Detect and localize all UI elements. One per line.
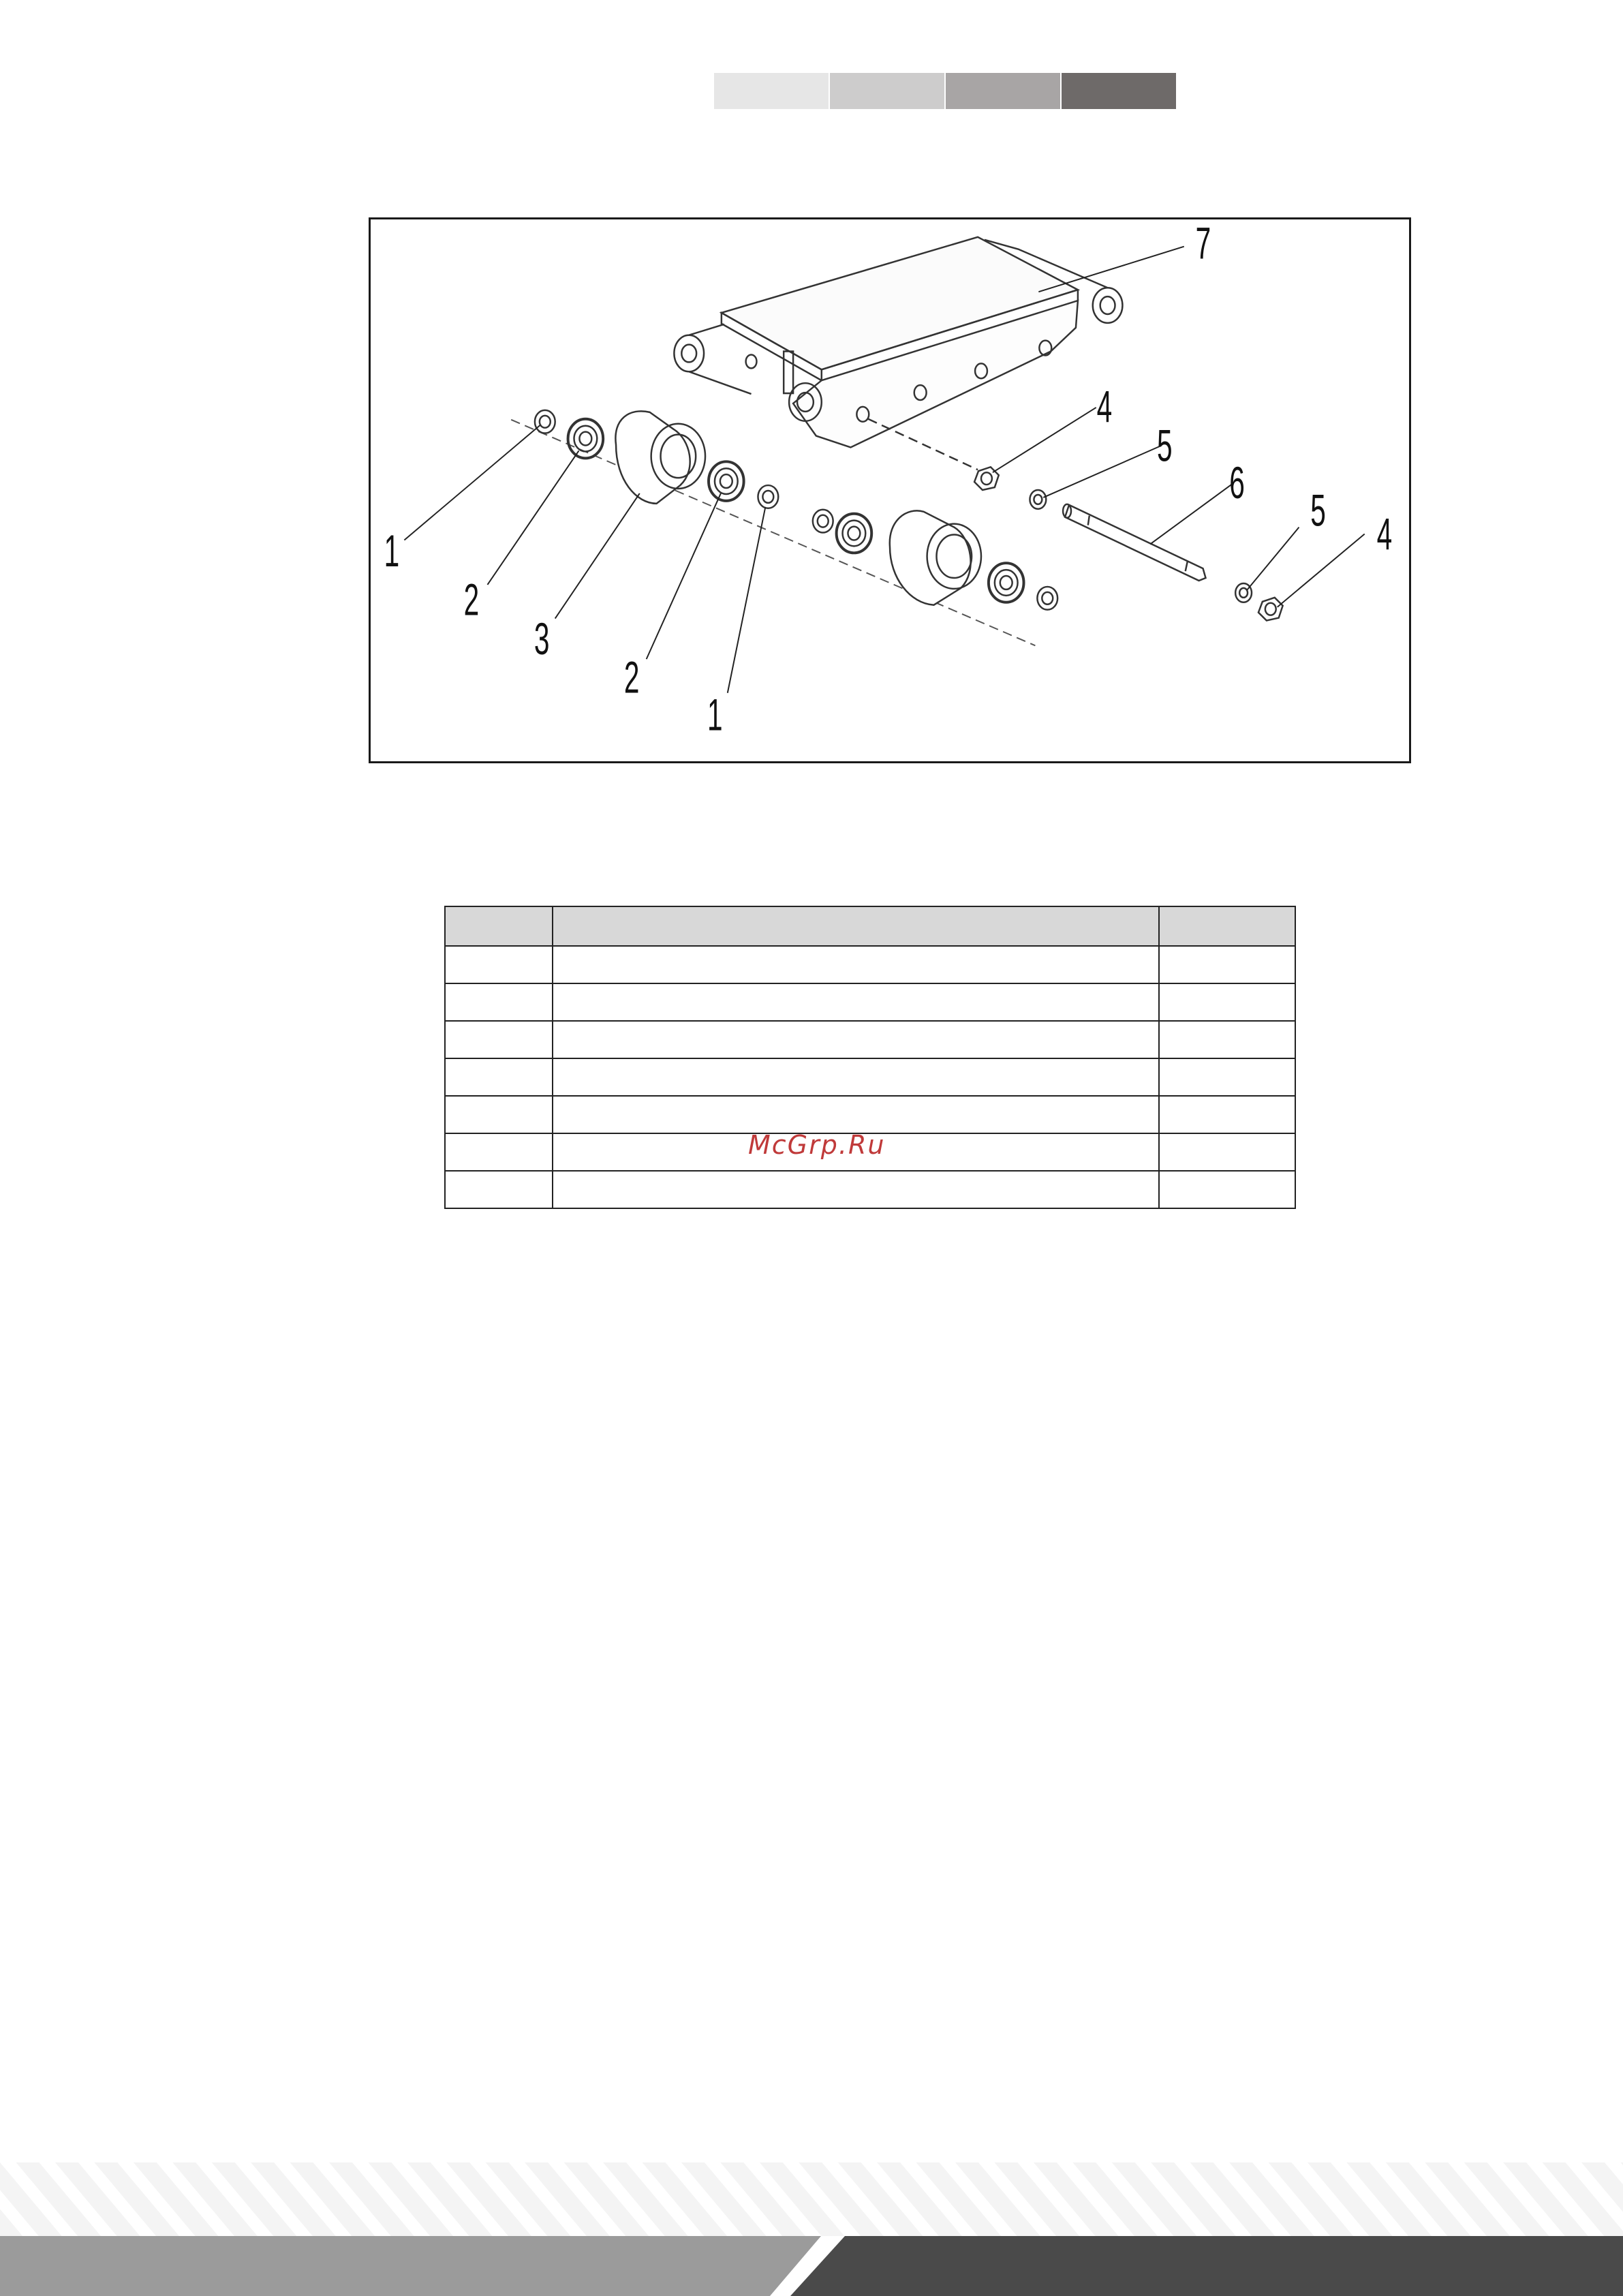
cell-item-no xyxy=(445,1171,553,1208)
callout-nut-axle-end: 4 xyxy=(1376,509,1393,560)
header-description xyxy=(553,906,1159,946)
cell-quantity xyxy=(1159,1133,1295,1171)
swatch-light xyxy=(714,73,830,109)
footer-band xyxy=(0,2162,1623,2296)
callout-roller-left: 3 xyxy=(534,614,550,664)
callout-washer-left: 1 xyxy=(384,526,400,577)
cell-item-no xyxy=(445,1096,553,1133)
diagram-drawing xyxy=(371,219,1409,761)
table-row xyxy=(445,1171,1295,1208)
nut-axle-end xyxy=(1258,598,1283,621)
cell-item-no xyxy=(445,1021,553,1058)
cell-item-no xyxy=(445,1133,553,1171)
swatch-mid-dark xyxy=(946,73,1062,109)
parts-list-table xyxy=(444,906,1296,1209)
cell-description xyxy=(553,983,1159,1021)
cell-item-no xyxy=(445,983,553,1021)
table-row xyxy=(445,983,1295,1021)
cell-description xyxy=(553,1058,1159,1096)
cell-description xyxy=(553,1096,1159,1133)
footer-stripes xyxy=(0,2162,1623,2236)
frame-roller-rear xyxy=(1093,288,1123,323)
washer-right-b xyxy=(1037,587,1057,610)
washer-left xyxy=(535,410,555,433)
callout-axle: 6 xyxy=(1229,458,1245,508)
cell-quantity xyxy=(1159,1021,1295,1058)
roller-left xyxy=(615,411,690,504)
callout-bearing-left: 2 xyxy=(463,575,480,626)
swatch-dark xyxy=(1062,73,1177,109)
exploded-parts-diagram xyxy=(369,217,1411,763)
footer-band-light xyxy=(0,2236,821,2296)
cell-item-no xyxy=(445,946,553,983)
callout-bearing-center: 2 xyxy=(623,652,640,703)
callout-frame: 7 xyxy=(1195,219,1211,269)
cell-quantity xyxy=(1159,1058,1295,1096)
watermark-text: McGrp.Ru xyxy=(748,1130,886,1160)
cell-item-no xyxy=(445,1058,553,1096)
callout-washer-top: 5 xyxy=(1157,420,1173,471)
cell-description xyxy=(553,1021,1159,1058)
washer-axle-end xyxy=(1235,583,1252,602)
cell-quantity xyxy=(1159,983,1295,1021)
color-swatch-strip xyxy=(714,73,1177,109)
cell-description xyxy=(553,946,1159,983)
washer-right-a xyxy=(813,510,833,533)
header-item-no xyxy=(445,906,553,946)
table-row xyxy=(445,1021,1295,1058)
header-quantity xyxy=(1159,906,1295,946)
cell-quantity xyxy=(1159,1171,1295,1208)
callout-nut-top: 4 xyxy=(1096,382,1113,433)
cell-description xyxy=(553,1171,1159,1208)
swatch-mid-light xyxy=(830,73,946,109)
cell-quantity xyxy=(1159,1096,1295,1133)
footer-graphic xyxy=(0,2162,1623,2296)
frame-roller-left xyxy=(674,335,704,372)
table-row xyxy=(445,946,1295,983)
table-row xyxy=(445,1058,1295,1096)
footer-band-dark xyxy=(790,2236,1623,2296)
axle xyxy=(1065,505,1205,581)
washer-center xyxy=(758,485,778,508)
cell-quantity xyxy=(1159,946,1295,983)
table-row xyxy=(445,1096,1295,1133)
washer-top xyxy=(1030,490,1046,509)
callout-washer-center: 1 xyxy=(707,690,723,740)
table-header-row xyxy=(445,906,1295,946)
callout-washer-axle-end: 5 xyxy=(1310,485,1326,536)
